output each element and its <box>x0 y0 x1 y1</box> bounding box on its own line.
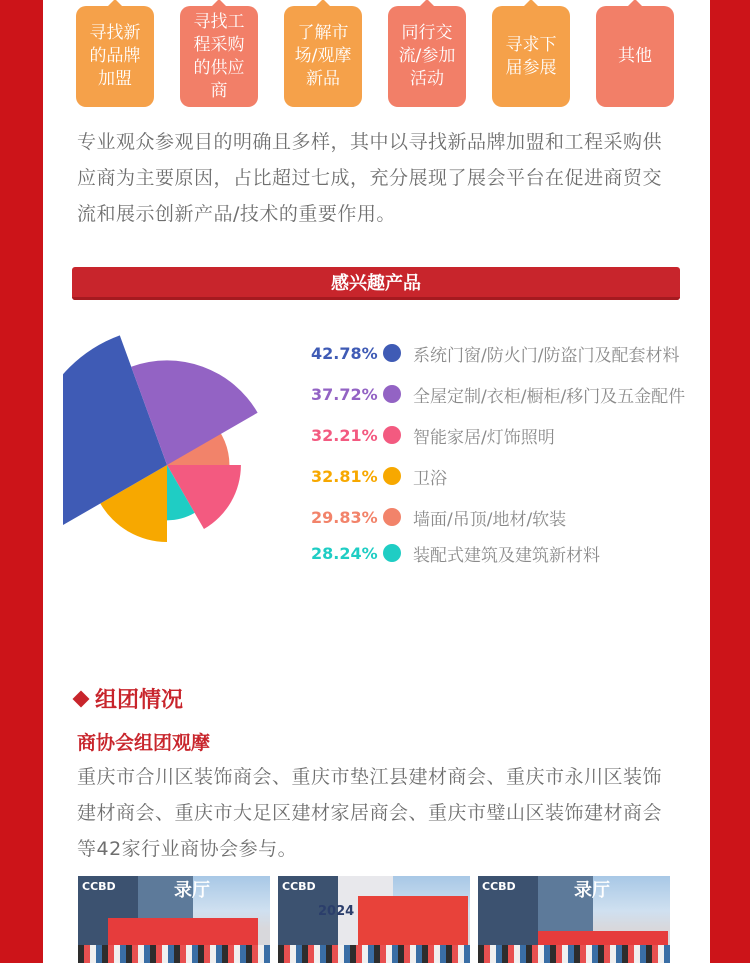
reason-tile: 寻找工 程采购 的供应 商 <box>180 6 258 107</box>
legend-label: 全屋定制/衣柜/橱柜/移门及五金配件 <box>413 386 686 407</box>
products-rose-chart <box>63 325 303 615</box>
group-photo: CCBD 录厅 <box>478 876 670 963</box>
legend-dot-icon <box>383 467 401 485</box>
group-photo: CCBD 2024 <box>278 876 470 963</box>
legend-value: 29.83% <box>311 507 378 527</box>
legend-value: 32.21% <box>311 425 378 445</box>
legend-dot-icon <box>383 426 401 444</box>
legend-item <box>311 540 600 566</box>
legend-dot-icon <box>383 508 401 526</box>
group-photo: CCBD 录厅 <box>78 876 270 963</box>
legend-label: 墙面/吊顶/地材/软装 <box>413 509 567 530</box>
legend-value: 42.78% <box>311 343 378 363</box>
group-paragraph: 重庆市合川区装饰商会、重庆市垫江县建材商会、重庆市永川区装饰建材商会、重庆市大足区建材家居商会、重庆市璧山区装饰建材商会等42家行业商协会参与。 <box>77 766 663 860</box>
legend-item <box>311 340 679 366</box>
legend-label: 智能家居/灯饰照明 <box>413 427 555 448</box>
legend-item <box>311 422 555 448</box>
legend-label: 卫浴 <box>413 468 447 489</box>
intro-paragraph: 专业观众参观目的明确且多样，其中以寻找新品牌加盟和工程采购供应商为主要原因，占比超过七成，充分展现了展会平台在促进商贸交流和展示创新产品/技术的重要作用。 <box>77 131 663 225</box>
legend-dot-icon <box>383 544 401 562</box>
legend-label: 系统门窗/防火门/防盗门及配套材料 <box>413 345 680 366</box>
legend-label: 装配式建筑及建筑新材料 <box>413 545 600 566</box>
legend-value: 32.81% <box>311 466 378 486</box>
reason-tile: 了解市 场/观摩 新品 <box>284 6 362 107</box>
reason-tile: 寻找新 的品牌 加盟 <box>76 6 154 107</box>
legend-value: 28.24% <box>311 543 378 563</box>
legend-value: 37.72% <box>311 384 378 404</box>
content-page <box>43 0 710 963</box>
legend-item <box>311 381 685 407</box>
legend-dot-icon <box>383 344 401 362</box>
products-section-title: 感兴趣产品 <box>72 267 680 300</box>
reason-tile: 同行交 流/参加 活动 <box>388 6 466 107</box>
legend-dot-icon <box>383 385 401 403</box>
legend-item <box>311 463 447 489</box>
group-section-title-text: 组团情况 <box>95 688 184 713</box>
group-subtitle: 商协会组团观摩 <box>77 732 211 754</box>
diamond-bullet-icon <box>73 690 90 707</box>
group-section-title <box>71 683 183 714</box>
reason-tile: 寻求下 届参展 <box>492 6 570 107</box>
reason-tile: 其他 <box>596 6 674 107</box>
legend-item <box>311 504 566 530</box>
